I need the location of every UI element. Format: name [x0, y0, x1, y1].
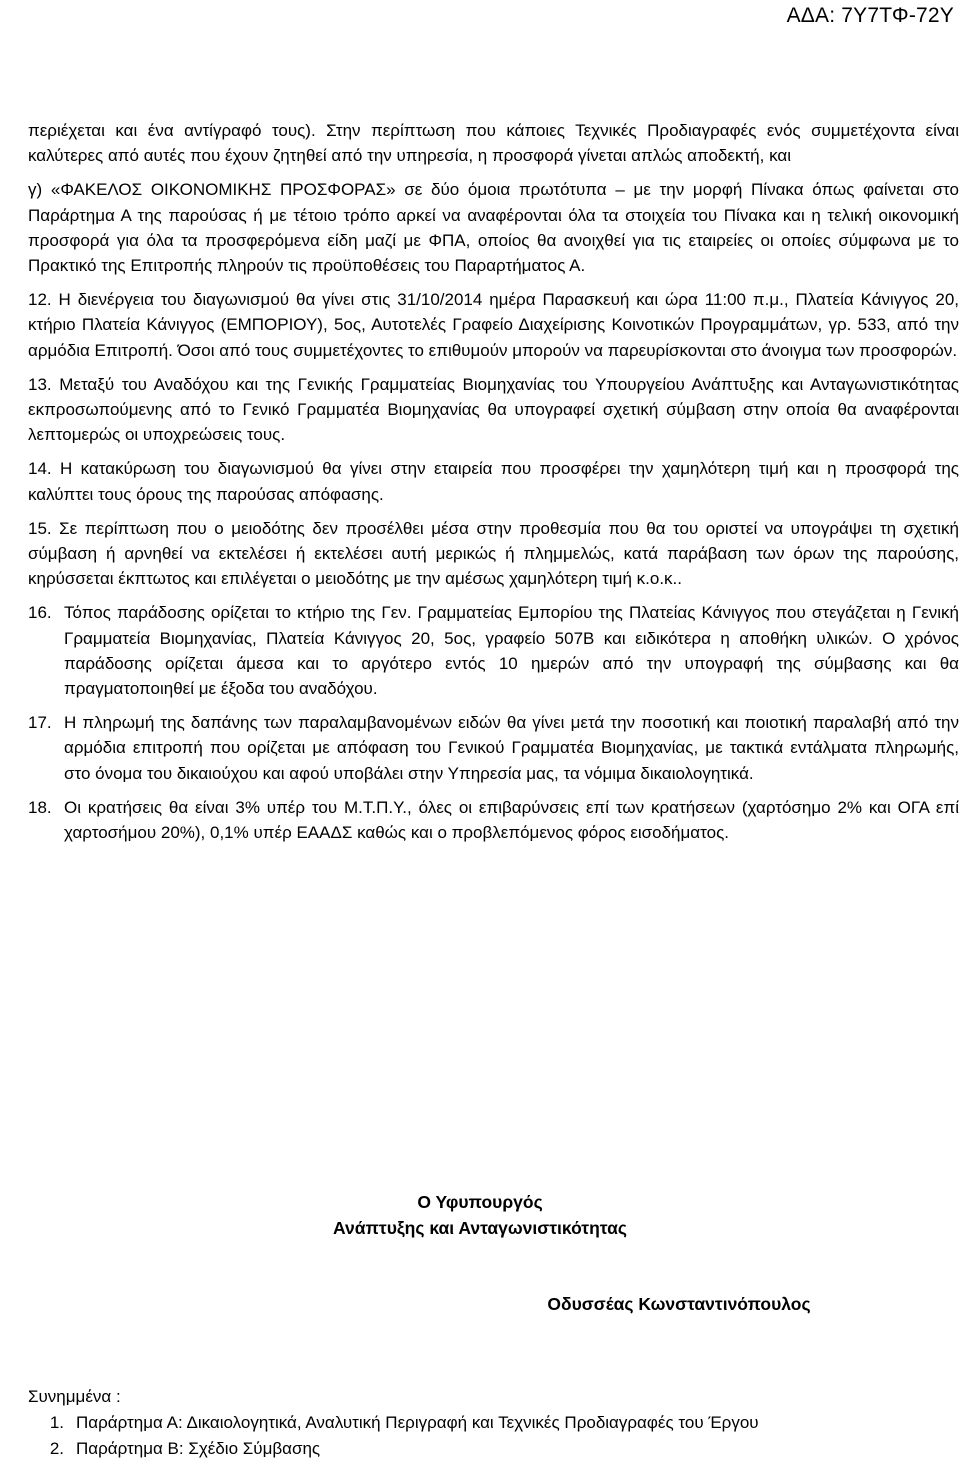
- paragraph-14: 14. Η κατακύρωση του διαγωνισμού θα γίνει στην εταιρεία που προσφέρει την χαμηλότερη τιμή και η προσφορά της καλύπτει τους όρους της παρούσας απόφασης.: [28, 459, 959, 504]
- paragraph-18-text: Οι κρατήσεις θα είναι 3% υπέρ του Μ.Τ.Π.Υ., όλες οι επιβαρύνσεις επί των κρατήσεων (χαρτόσημο 2% και ΟΓΑ επί χαρτοσήμου 20%), 0,1% υπέρ ΕΑΑΔΣ καθώς και ο προβλεπόμενος φόρος εισοδήματος.: [64, 797, 959, 843]
- paragraph-17-text: Η πληρωμή της δαπάνης των παραλαμβανομένων ειδών θα γίνει μετά την ποσοτική και ποιοτική παραλαβή από την αρμόδια επιτροπή που ορίζεται με απόφαση του Γενικού Γραμματέα Βιομηχανίας, με τακτικά εντάλματα πληρωμής, στο όνομα του δικαιούχου και αφού υποβάλει στην Υπηρεσία μας, τα νόμιμα δικαιολογητικά.: [64, 713, 959, 783]
- paragraph-13: 13. Μεταξύ του Αναδόχου και της Γενικής Γραμματείας Βιομηχανίας του Υπουργείου Ανάπτυξης και Ανταγωνιστικότητας εκπροσωπούμενης από το Γενικό Γραμματέα Βιομηχανίας θα υπογραφεί σχετική σύμβαση στην οποία θα αναφέρονται λεπτομερώς οι υποχρεώσεις τους.: [28, 374, 959, 445]
- paragraph-12: 12. Η διενέργεια του διαγωνισμού θα γίνει στις 31/10/2014 ημέρα Παρασκευή και ώρα 11:00 π.μ., Πλατεία Κάνιγγος 20, κτήριο Πλατεία Κάνιγγος (ΕΜΠΟΡΙΟΥ), 5ος, Αυτοτελές Γραφείο Διαχείρισης Κοινοτικών Προγραμμάτων, γρ. 533, από την αρμόδια Επιτροπή. Όσοι από τους συμμετέχοντες το επιθυμούν μπορούν να παρευρίσκονται στο άνοιγμα των προσφορών.: [28, 290, 959, 360]
- document-body: [28, 118, 959, 845]
- paragraph-17-number: 17.: [28, 713, 52, 733]
- attachment-number: 2.: [49, 1439, 64, 1458]
- paragraph-18-number: 18.: [28, 797, 52, 817]
- paragraph-16: [28, 600, 959, 701]
- paragraph-intro: περιέχεται και ένα αντίγραφό τους). Στην περίπτωση που κάποιες Τεχνικές Προδιαγραφές ενός συμμετέχοντα είναι καλύτερες από αυτές που έχουν ζητηθεί από την υπηρεσία, η προσφορά γίνεται απλώς αποδεκτή, και: [28, 121, 959, 166]
- paragraph-18: [28, 795, 959, 845]
- paragraph-15: 15. Σε περίπτωση που ο μειοδότης δεν προσέλθει μέσα στην προθεσμία που θα του οριστεί να υπογράψει τη σχετική σύμβαση ή αρνηθεί να εκτελέσει ή εκτελέσει αυτή μερικώς ή πλημμελώς, κατά παράβαση των όρων της παρούσης, κηρύσσεται έκπτωτος και επιλέγεται ο μειοδότης με την αμέσως χαμηλότερη τιμή κ.ο.κ..: [28, 518, 959, 589]
- attachments-label: Συνημμένα :: [28, 1387, 121, 1406]
- attachment-item: [28, 1410, 959, 1436]
- attachment-item: [28, 1436, 959, 1462]
- attachments: [28, 1384, 959, 1462]
- paragraph-17: [28, 710, 959, 786]
- ada-code: ΑΔΑ: 7Υ7ΤΦ-72Υ: [786, 4, 954, 27]
- signature-title-line2: Ανάπτυξης και Ανταγωνιστικότητας: [333, 1218, 627, 1238]
- attachment-number: 1.: [49, 1413, 64, 1432]
- signature-title-line1: Ο Υφυπουργός: [417, 1192, 543, 1212]
- attachment-text: Παράρτημα Β: Σχέδιο Σύμβασης: [76, 1439, 321, 1458]
- paragraph-16-text: Τόπος παράδοσης ορίζεται το κτήριο της Γεν. Γραμματείας Εμπορίου της Πλατείας Κάνιγγος που στεγάζεται η Γενική Γραμματεία Βιομηχανίας, Πλατεία Κάνιγγος 20, 5ος, γραφείο 507Β και ειδικότερα η αποθήκη υλικών. Ο χρόνος παράδοσης ορίζεται άμεσα και το αργότερο εντός 10 ημερών από την υπογραφή της σύμβασης και θα πραγματοποιηθεί με έξοδα του αναδόχου.: [64, 603, 959, 699]
- paragraph-16-number: 16.: [28, 603, 52, 623]
- paragraph-g: γ) «ΦΑΚΕΛΟΣ ΟΙΚΟΝΟΜΙΚΗΣ ΠΡΟΣΦΟΡΑΣ» σε δύο όμοια πρωτότυπα – με την μορφή Πίνακα όπως φαίνεται στο Παράρτημα Α της παρούσας ή με τέτοιο τρόπο αρκεί να αναφέρονται όλα τα στοιχεία του Πίνακα και η τελική οικονομική προσφορά για όλα τα προσφερόμενα είδη μαζί με ΦΠΑ, οποίος θα ανοιχθεί για τις εταιρείες οι οποίες σύμφωνα με το Πρακτικό της Επιτροπής πληρούν τις προϋποθέσεις του Παραρτήματος Α.: [28, 180, 959, 276]
- signature-name: Οδυσσέας Κωνσταντινόπουλος: [547, 1294, 811, 1314]
- attachment-text: Παράρτημα Α: Δικαιολογητικά, Αναλυτική Περιγραφή και Τεχνικές Προδιαγραφές του Έργου: [76, 1413, 759, 1432]
